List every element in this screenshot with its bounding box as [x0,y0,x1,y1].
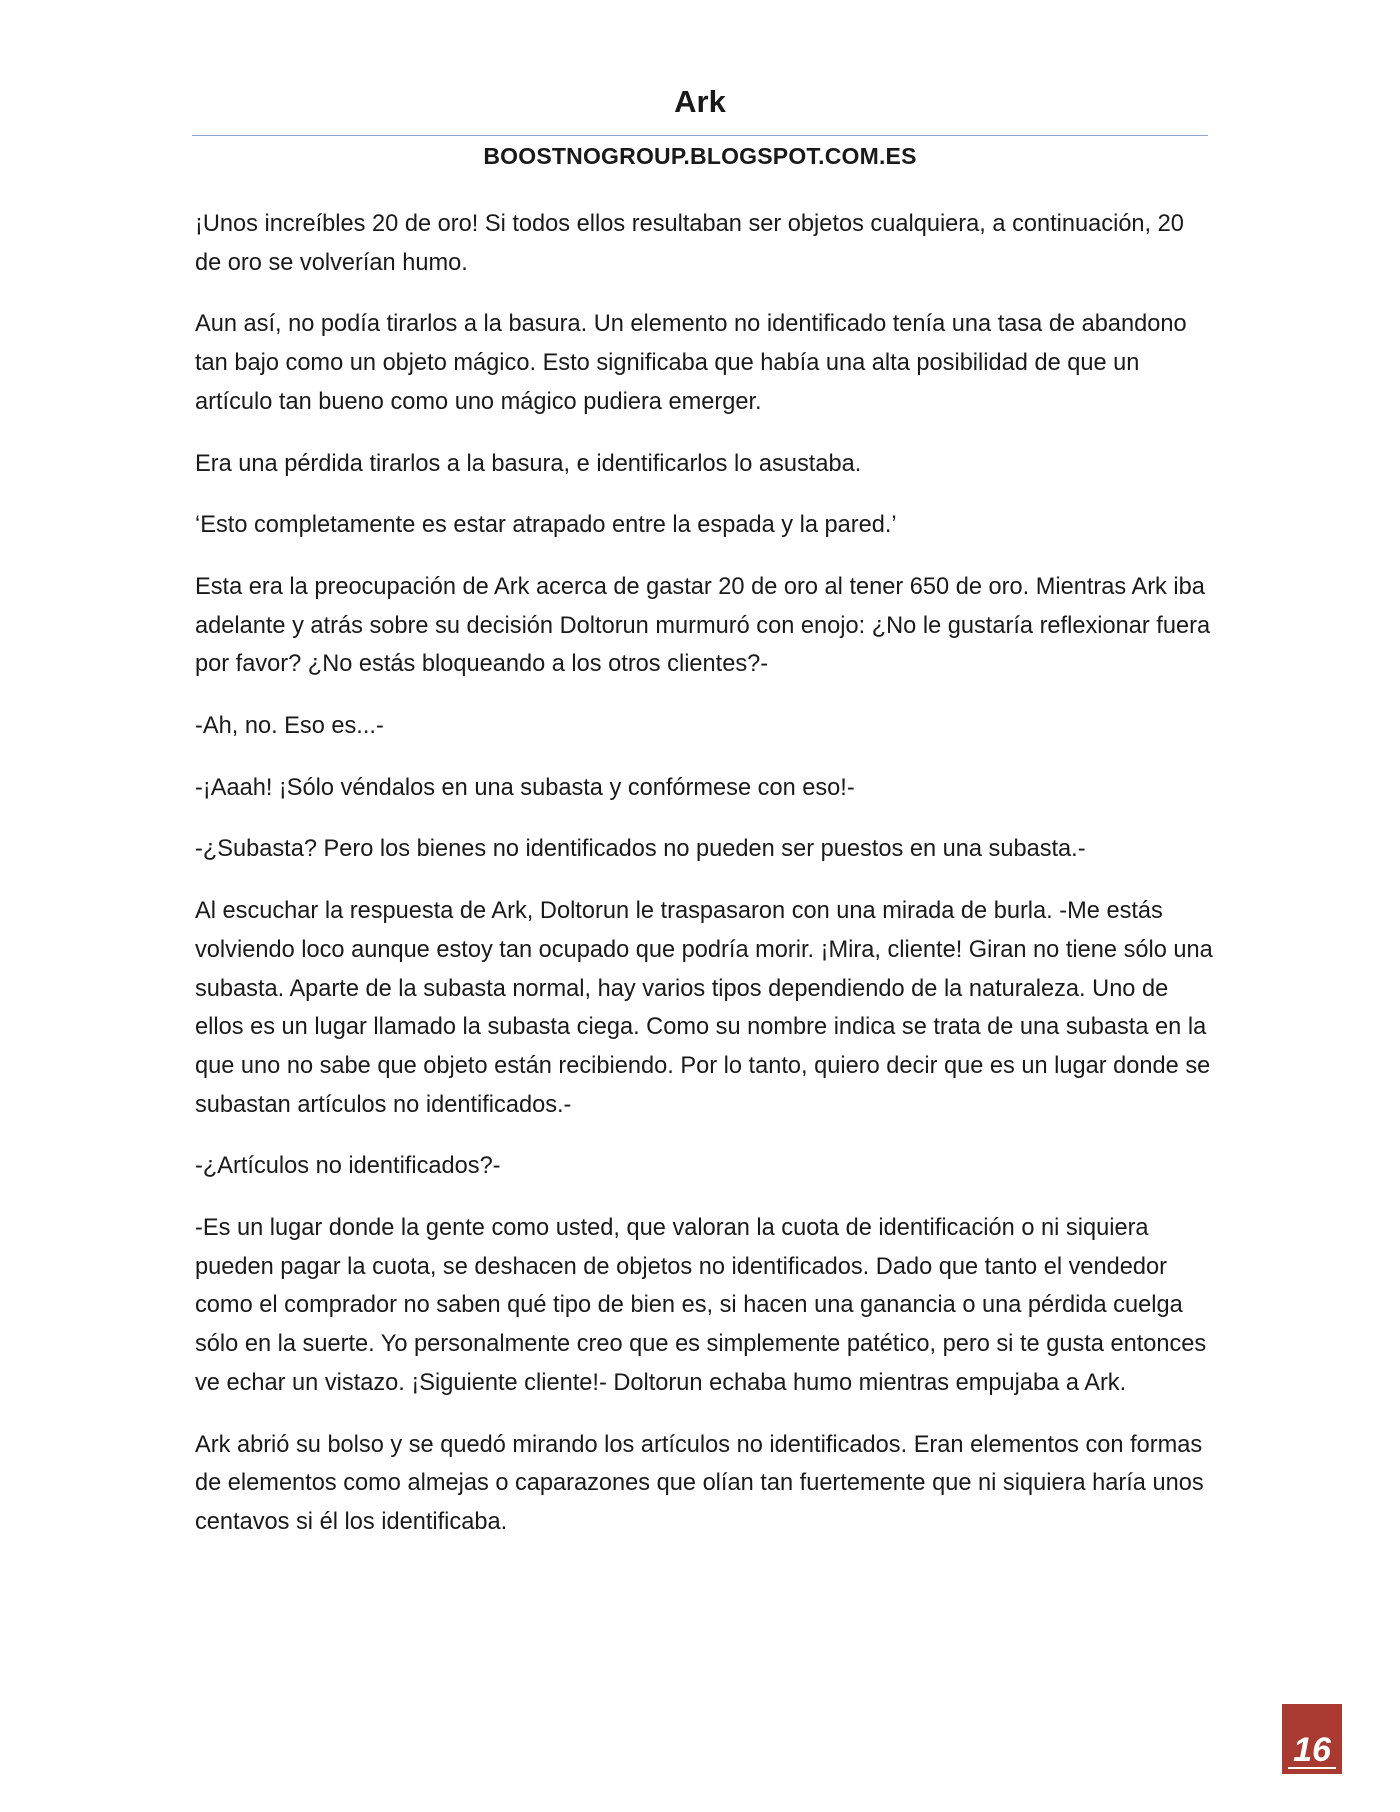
paragraph: Aun así, no podía tirarlos a la basura. Un elemento no identificado tenía una tasa de abandono tan bajo como un objeto mágico. Esto significaba que había una alta posibilidad de que un artículo tan bueno como uno mágico pudiera emerger. [195,311,1187,415]
paragraph: Esta era la preocupación de Ark acerca de gastar 20 de oro al tener 650 de oro. Mientras Ark iba adelante y atrás sobre su decisión Doltorun murmuró con enojo: ¿No le gustaría reflexionar fuera por favor? ¿No estás bloqueando a los otros clientes?- [195,573,1211,678]
page-header [192,82,1208,122]
page-number-underline [1288,1767,1336,1769]
site-name: BOOSTNOGROUP.BLOGSPOT.COM.ES [483,143,917,169]
page-number-badge [1282,1704,1342,1774]
paragraph: Era una pérdida tirarlos a la basura, e identificarlos lo asustaba. [195,450,862,477]
body-text [195,205,1215,1565]
paragraph: Ark abrió su bolso y se quedó mirando los artículos no identificados. Eran elementos con formas de elementos como almejas o caparazones que olían tan fuertemente que ni siquiera haría unos centavos si él los identificaba. [195,1431,1204,1535]
paragraph: -¡Aaah! ¡Sólo véndalos en una subasta y confórmese con eso!- [195,774,855,801]
page-number: 16 [1293,1731,1331,1769]
header-divider [192,135,1208,136]
paragraph: ‘Esto completamente es estar atrapado entre la espada y la pared.’ [195,512,897,539]
paragraph: -¿Subasta? Pero los bienes no identificados no pueden ser puestos en una subasta.- [195,836,1086,863]
paragraph: -Ah, no. Eso es...- [195,713,384,740]
paragraph: ¡Unos increíbles 20 de oro! Si todos ellos resultaban ser objetos cualquiera, a continuación, 20 de oro se volverían humo. [195,211,1184,276]
paragraph: -Es un lugar donde la gente como usted, que valoran la cuota de identificación o ni siquiera pueden pagar la cuota, se deshacen de objetos no identificados. Dado que tanto el vendedor como el comprador no saben qué tipo de bien es, si hacen una ganancia o una pérdida cuelga sólo en la suerte. Yo personalmente creo que es simplemente patético, pero si te gusta entonces ve echar un vistazo. ¡Siguiente cliente!- Doltorun echaba humo mientras empujaba a Ark. [195,1215,1207,1396]
book-title: Ark [674,84,726,119]
paragraph: -¿Artículos no identificados?- [195,1153,501,1180]
paragraph: Al escuchar la respuesta de Ark, Doltorun le traspasaron con una mirada de burla. -Me estás volviendo loco aunque estoy tan ocupado que podría morir. ¡Mira, cliente! Giran no tiene sólo una subasta. Aparte de la subasta normal, hay varios tipos dependiendo de la naturaleza. Uno de ellos es un lugar llamado la subasta ciega. Como su nombre indica se trata de una subasta en la que uno no sabe que objeto están recibiendo. Por lo tanto, quiero decir que es un lugar donde se subastan artículos no identificados.- [195,898,1213,1118]
